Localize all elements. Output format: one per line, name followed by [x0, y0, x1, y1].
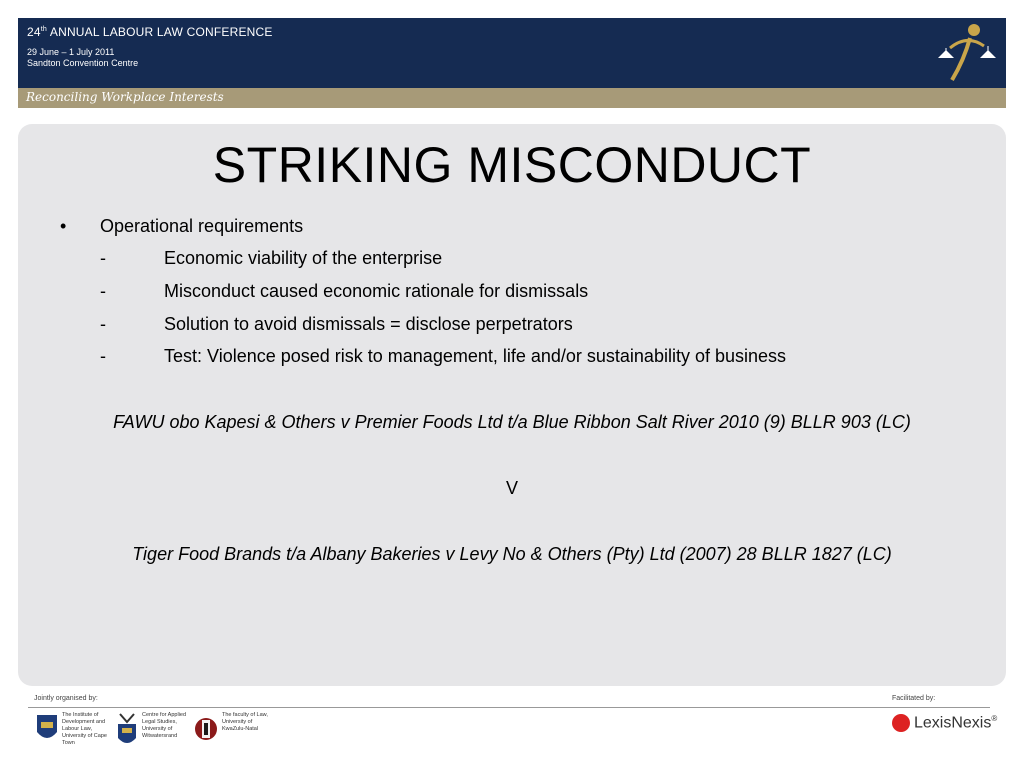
sub-point: [100, 314, 573, 335]
lexisnexis-mark-icon: [892, 714, 910, 732]
tagline-bar: [18, 88, 1006, 108]
conference-dates: 29 June – 1 July 2011: [27, 47, 115, 57]
sub-point-dash: -: [100, 314, 106, 334]
conference-venue: Sandton Convention Centre: [27, 58, 139, 68]
sub-point: [100, 346, 786, 367]
org-ukzn: The faculty of Law, University of KwaZulu-Natal: [222, 712, 268, 732]
conference-header: [18, 18, 1006, 88]
tagline: Reconciling Workplace Interests: [26, 90, 224, 104]
sub-point: [100, 248, 442, 269]
sub-point-text: Economic viability of the enterprise: [164, 248, 443, 268]
sub-point-dash: -: [100, 281, 106, 301]
case-citation-2: Tiger Food Brands t/a Albany Bakeries v Levy No & Others (Pty) Ltd (2007) 28 BLLR 1827 (LC): [132, 544, 892, 564]
versus-label: V: [505, 478, 518, 498]
sub-point-text: Misconduct caused economic rationale for dismissals: [164, 281, 589, 301]
sub-point-dash: -: [100, 248, 106, 268]
conference-title: [27, 25, 273, 39]
footer-divider: [28, 707, 990, 708]
conference-details: [27, 47, 138, 69]
scales-of-justice-icon: [934, 20, 1000, 86]
sub-point-dash: -: [100, 346, 106, 366]
case-citation-1: FAWU obo Kapesi & Others v Premier Foods Ltd t/a Blue Ribbon Salt River 2010 (9) BLLR 903 (LC): [113, 412, 911, 432]
conference-name: ANNUAL LABOUR LAW CONFERENCE: [49, 25, 273, 39]
org-uct: The Institute of Development and Labour Law, University of Cape Town: [62, 712, 107, 746]
sponsor-name: LexisNexis: [914, 714, 992, 732]
sub-point-text: Test: Violence posed risk to management, life and/or sustainability of business: [164, 346, 787, 366]
sub-point-text: Solution to avoid dismissals = disclose perpetrators: [164, 314, 573, 334]
facilitated-by-label: Facilitated by:: [892, 695, 936, 702]
uct-crest-icon: [36, 714, 58, 744]
organised-by-label: Jointly organised by:: [34, 695, 98, 702]
wits-crest-icon: [116, 712, 138, 748]
bullet-marker: •: [60, 216, 67, 236]
sub-point: [100, 281, 588, 302]
lexisnexis-logo: [892, 714, 997, 732]
bullet-text: Operational requirements: [100, 216, 304, 236]
ukzn-crest-icon: [194, 714, 218, 744]
bullet-item: [60, 216, 303, 237]
conference-ordinal: 24: [27, 25, 41, 39]
slide-content: [18, 124, 1006, 686]
org-wits: Centre for Applied Legal Studies, University of Witwatersrand: [142, 712, 187, 739]
conference-ordinal-suffix: th: [40, 26, 47, 33]
slide-title: STRIKING MISCONDUCT: [212, 137, 812, 193]
registered-mark: ®: [991, 714, 998, 723]
